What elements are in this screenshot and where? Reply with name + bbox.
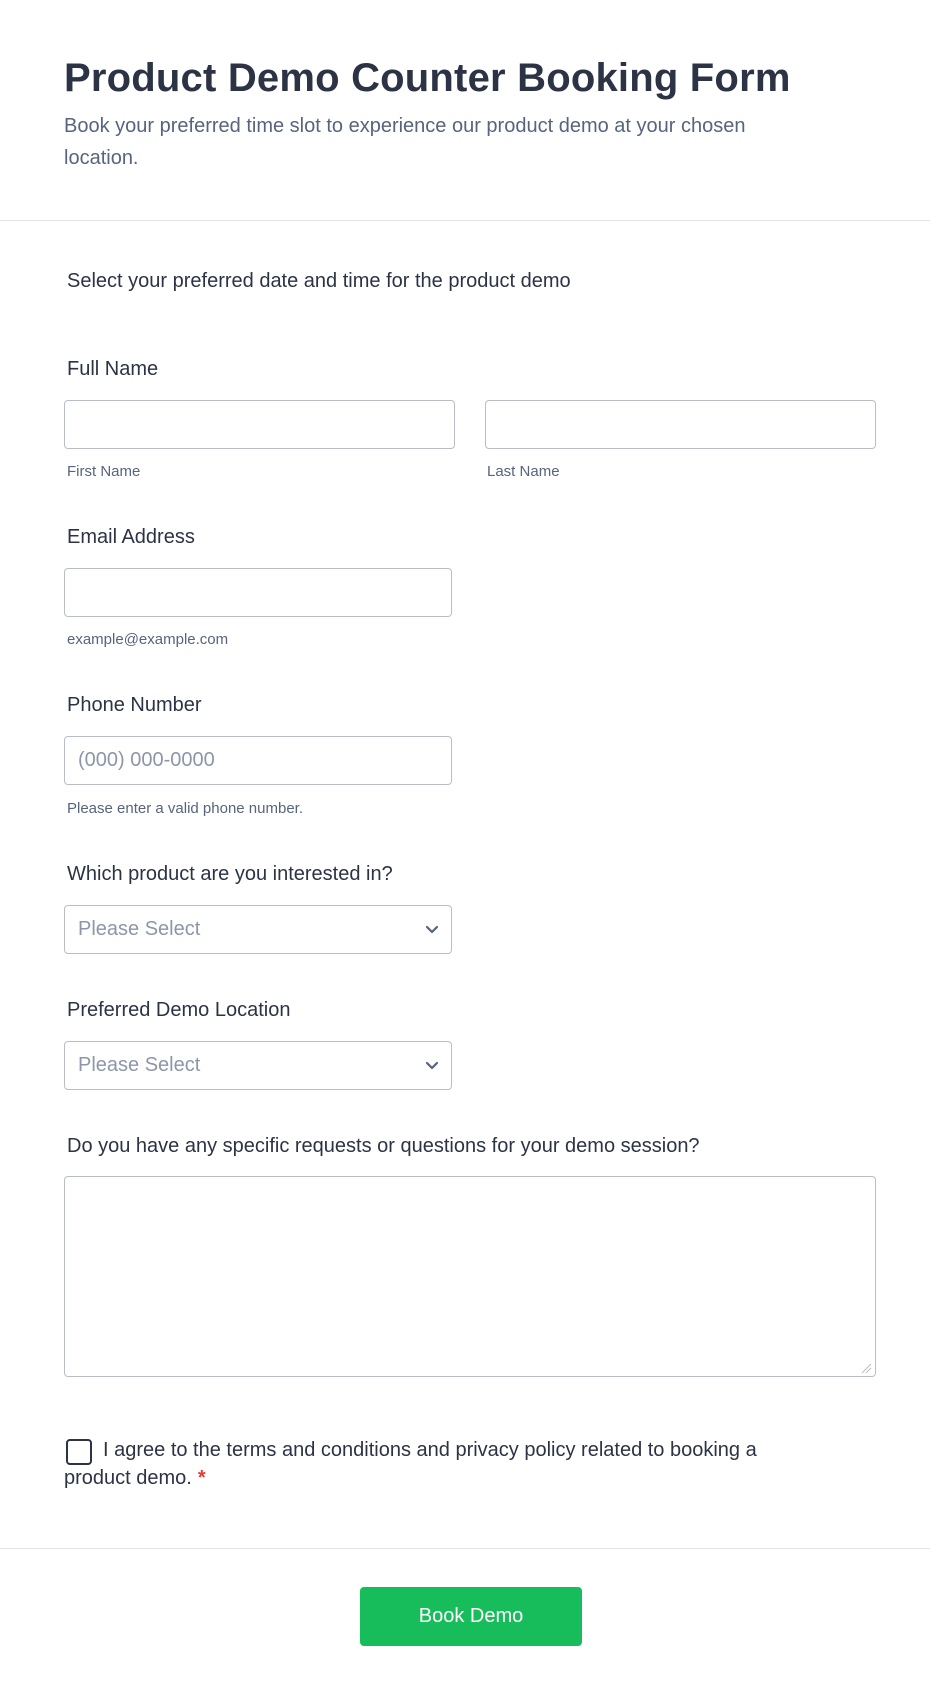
requests-textarea[interactable] [64,1176,876,1377]
form-header [0,0,930,221]
chevron-down-icon [425,923,439,937]
phone-label: Phone Number [67,694,202,716]
product-select-value: Please Select [78,918,201,940]
intro-text: Select your preferred date and time for the product demo [67,270,571,292]
book-demo-button[interactable]: Book Demo [360,1587,582,1646]
agreement-label: I agree to the terms and conditions and privacy policy related to booking a product demo. [64,1439,757,1489]
location-select-value: Please Select [78,1054,201,1076]
chevron-down-icon [425,1059,439,1073]
email-sublabel: example@example.com [67,631,229,648]
first-name-sublabel: First Name [67,463,141,480]
full-name-label: Full Name [67,358,159,380]
last-name-input[interactable] [485,400,876,449]
product-label: Which product are you interested in? [67,863,393,885]
phone-sublabel: Please enter a valid phone number. [67,800,303,817]
required-mark: * [197,1467,206,1489]
form-subtitle: Book your preferred time slot to experience our product demo at your chosen location. [64,115,746,169]
first-name-input[interactable] [64,400,455,449]
location-label: Preferred Demo Location [67,999,291,1021]
email-label: Email Address [67,526,195,548]
agreement-text [64,1436,804,1492]
form-title: Product Demo Counter Booking Form [64,56,791,100]
email-input[interactable] [64,568,452,617]
agreement-checkbox[interactable] [66,1439,92,1465]
last-name-sublabel: Last Name [487,463,560,480]
product-select[interactable] [64,905,452,954]
location-select[interactable] [64,1041,452,1090]
phone-input[interactable] [64,736,452,785]
requests-label: Do you have any specific requests or questions for your demo session? [67,1135,700,1157]
resize-handle-icon[interactable] [860,1361,872,1373]
